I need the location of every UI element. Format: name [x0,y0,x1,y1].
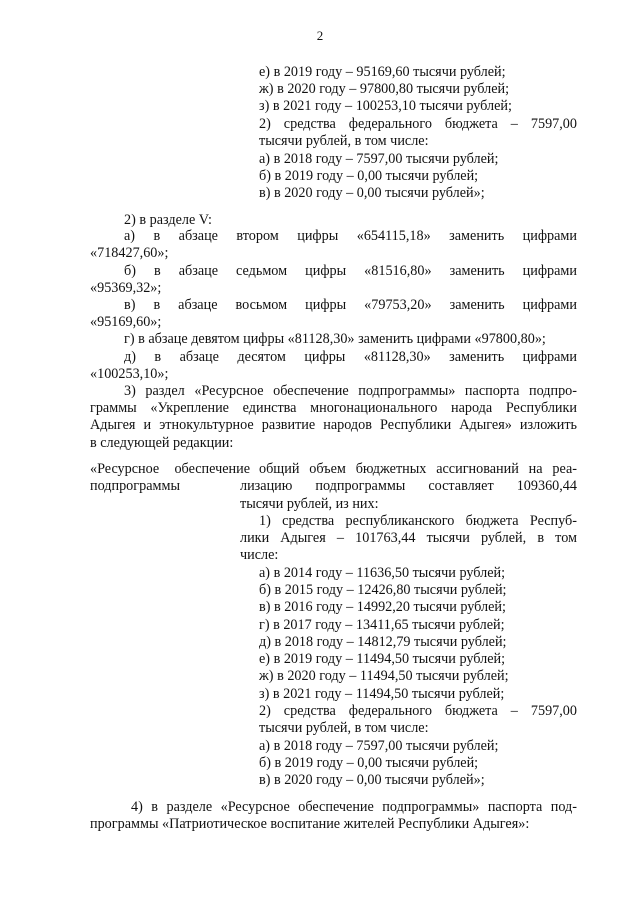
paragraph-line: программы «Патриотическое воспитание жителей Республики Адыгея»: [90,816,530,832]
table-cell-line: в) в 2020 году – 0,00 тысячи рублей»; [259,772,485,788]
paragraph-line: «718427,60»; [90,245,169,261]
list-item: е) в 2019 году – 95169,60 тысячи рублей; [259,64,506,80]
section-heading: 2) в разделе V: [124,212,212,228]
paragraph-line: г) в абзаце девятом цифры «81128,30» заменить цифрами «97800,80»; [124,331,546,347]
table-cell-line: числе: [240,547,279,563]
paragraph-line: 4) в разделе «Ресурсное обеспечение подпрограммы» паспорта под- [131,799,577,815]
table-cell-line: 2) средства федерального бюджета – 7597,00 [259,703,577,719]
paragraph-line: «100253,10»; [90,366,169,382]
paragraph-line: д) в абзаце десятом цифры «81128,30» заменить цифрами [124,349,577,365]
paragraph-line: в следующей редакции: [90,435,234,451]
table-cell-line: общий объем бюджетных ассигнований на реа- [259,461,577,477]
table-cell-line: тысячи рублей, из них: [240,496,379,512]
table-cell-line: а) в 2018 году – 7597,00 тысячи рублей; [259,738,499,754]
paragraph-line: Адыгея и этнокультурное развитие народов Республики Адыгея» изложить [90,417,577,433]
table-cell-line: в) в 2016 году – 14992,20 тысячи рублей; [259,599,506,615]
table-cell-line: а) в 2014 году – 11636,50 тысячи рублей; [259,565,506,581]
table-cell-line: лики Адыгея – 101763,44 тысячи рублей, в том [240,530,577,546]
paragraph-line: 3) раздел «Ресурсное обеспечение подпрограммы» паспорта подпро- [124,383,577,399]
table-cell-line: 1) средства республиканского бюджета Респуб- [259,513,577,529]
table-cell-line: тысячи рублей, в том числе: [259,720,429,736]
table-cell-line: б) в 2019 году – 0,00 тысячи рублей; [259,755,479,771]
table-cell-line: е) в 2019 году – 11494,50 тысячи рублей; [259,651,506,667]
list-item: тысячи рублей, в том числе: [259,133,429,149]
list-item: ж) в 2020 году – 97800,80 тысячи рублей; [259,81,510,97]
paragraph-line: «95369,32»; [90,280,162,296]
table-cell-line: г) в 2017 году – 13411,65 тысячи рублей; [259,617,505,633]
table-cell-line: д) в 2018 году – 14812,79 тысячи рублей; [259,634,507,650]
list-item: 2) средства федерального бюджета – 7597,00 [259,116,577,132]
list-item: б) в 2019 году – 0,00 тысячи рублей; [259,168,479,184]
page-number: 2 [316,28,324,43]
list-item: в) в 2020 году – 0,00 тысячи рублей»; [259,185,485,201]
table-cell-line: з) в 2021 году – 11494,50 тысячи рублей; [259,686,505,702]
table-cell-line: лизацию подпрограммы составляет 109360,44 [240,478,577,494]
paragraph-line: «95169,60»; [90,314,162,330]
paragraph-line: а) в абзаце втором цифры «654115,18» заменить цифрами [124,228,577,244]
list-item: з) в 2021 году – 100253,10 тысячи рублей; [259,98,512,114]
table-label: подпрограммы [90,478,180,494]
paragraph-line: б) в абзаце седьмом цифры «81516,80» заменить цифрами [124,263,577,279]
table-label: «Ресурсное обеспечение [90,461,250,477]
table-cell-line: ж) в 2020 году – 11494,50 тысячи рублей; [259,668,509,684]
paragraph-line: в) в абзаце восьмом цифры «79753,20» заменить цифрами [124,297,577,313]
paragraph-line: граммы «Укрепление единства многонационального народа Республики [90,400,577,416]
list-item: а) в 2018 году – 7597,00 тысячи рублей; [259,151,499,167]
table-cell-line: б) в 2015 году – 12426,80 тысячи рублей; [259,582,507,598]
